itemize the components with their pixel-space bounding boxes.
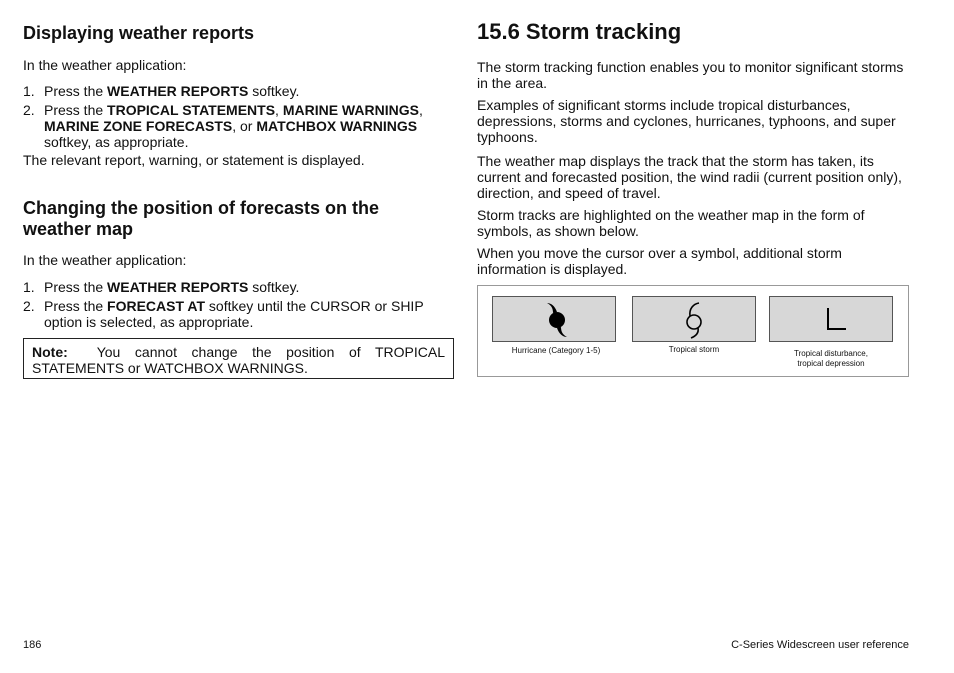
paragraph: The weather map displays the track that the storm has taken, its current and forecasted position, the wind radii (current position only), direction, and speed of travel. <box>477 153 902 201</box>
list-text <box>44 298 456 330</box>
paragraph: When you move the cursor over a symbol, additional storm information is displayed. <box>477 245 842 277</box>
page-number: 186 <box>23 639 42 651</box>
list-text <box>44 102 456 150</box>
section-heading-changing-position: Changing the position of forecasts on the weather map <box>23 198 380 239</box>
tropical-storm-symbol-tile <box>632 296 756 342</box>
paragraph: The storm tracking function enables you to monitor significant storms in the area. <box>477 59 904 91</box>
list-text <box>44 279 456 295</box>
tropical-disturbance-caption <box>761 349 901 369</box>
list-item <box>23 279 456 295</box>
list-number: 2. <box>23 102 35 118</box>
list-number: 1. <box>23 83 35 99</box>
caption-line: tropical depression <box>797 359 865 368</box>
text-run: Press the <box>44 102 108 118</box>
text-run: softkey, as appropriate. <box>44 134 189 150</box>
hurricane-caption: Hurricane (Category 1-5) <box>511 346 601 355</box>
text-run: , <box>275 102 283 118</box>
softkey-name: MARINE WARNINGS <box>282 102 419 118</box>
list-item <box>23 83 456 99</box>
softkey-name: WEATHER REPORTS <box>107 279 249 295</box>
text-run: softkey. <box>248 83 300 99</box>
softkey-name: MATCHBOX WARNINGS <box>256 118 418 134</box>
list-text <box>44 83 456 99</box>
note-box <box>23 338 454 379</box>
paragraph: Storm tracks are highlighted on the weather map in the form of symbols, as shown below. <box>477 207 865 239</box>
intro-text: In the weather application: <box>23 57 187 73</box>
note-label: Note: <box>32 344 68 360</box>
paragraph: Examples of significant storms include tropical disturbances, depressions, storms and cyclones, hurricanes, typhoons, and super typhoons. <box>477 97 896 145</box>
hurricane-symbol-tile <box>492 296 616 342</box>
softkey-name: MARINE ZONE FORECASTS <box>44 118 233 134</box>
result-text: The relevant report, warning, or statement is displayed. <box>23 152 365 168</box>
caption-line: Tropical disturbance, <box>794 349 868 358</box>
softkey-name: WEATHER REPORTS <box>107 83 249 99</box>
text-run: Press the <box>44 279 108 295</box>
text-run: Press the <box>44 298 108 314</box>
storm-symbols-figure <box>477 285 909 377</box>
intro-text: In the weather application: <box>23 252 187 268</box>
document-title: C-Series Widescreen user reference <box>731 639 909 651</box>
softkey-name: FORECAST AT <box>107 298 206 314</box>
tropical-storm-symbol-icon <box>633 297 757 343</box>
list-number: 2. <box>23 298 35 314</box>
softkey-name: TROPICAL STATEMENTS <box>107 102 276 118</box>
text-run: , or <box>232 118 257 134</box>
text-run: softkey. <box>248 279 300 295</box>
section-heading-storm-tracking: 15.6 Storm tracking <box>477 19 682 44</box>
section-heading-displaying-weather-reports: Displaying weather reports <box>23 23 255 43</box>
text-run: softkey until the CURSOR or SHIP option is selected, as appropriate. <box>44 298 424 330</box>
tropical-storm-caption: Tropical storm <box>668 345 720 354</box>
list-number: 1. <box>23 279 35 295</box>
note-text: You cannot change the position of TROPICAL STATEMENTS or WATCHBOX WARNINGS. <box>32 344 449 376</box>
tropical-disturbance-symbol-icon <box>770 297 894 343</box>
text-run: Press the <box>44 83 108 99</box>
text-run: , <box>418 102 423 118</box>
list-item <box>23 102 456 150</box>
tropical-disturbance-symbol-tile <box>769 296 893 342</box>
hurricane-symbol-icon <box>493 297 617 343</box>
list-item <box>23 298 456 330</box>
